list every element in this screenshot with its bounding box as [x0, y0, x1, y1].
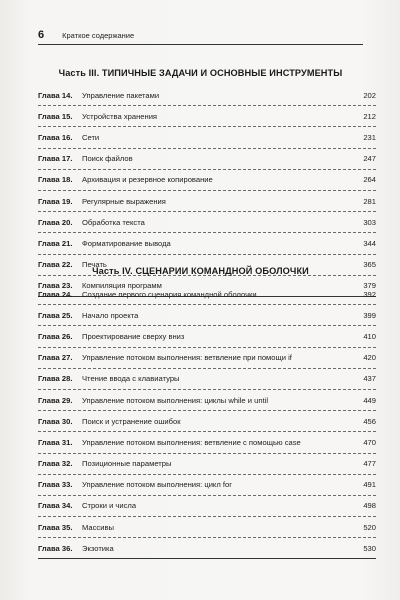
- running-head: [38, 29, 368, 45]
- toc-entry: [38, 191, 376, 212]
- chapter-label: Глава 20.: [38, 217, 73, 227]
- chapter-label: Глава 32.: [38, 459, 73, 469]
- toc-entry: [38, 411, 376, 432]
- chapter-label: Глава 36.: [38, 543, 73, 553]
- chapter-page: 344: [363, 238, 376, 248]
- toc-entry: [38, 106, 376, 127]
- part-3-heading: Часть III. ТИПИЧНЫЕ ЗАДАЧИ И ОСНОВНЫЕ ИНСТРУМЕНТЫ: [58, 68, 343, 78]
- part-4-heading: Часть IV. СЦЕНАРИИ КОМАНДНОЙ ОБОЛОЧКИ: [92, 266, 309, 276]
- chapter-page: 231: [363, 132, 376, 142]
- chapter-title: Управление потоком выполнения: ветвление с помощью case: [82, 437, 301, 447]
- chapter-page: 456: [363, 416, 376, 426]
- chapter-title: Компиляция программ: [82, 281, 162, 291]
- chapter-title: Начало проекта: [82, 310, 139, 320]
- chapter-label: Глава 27.: [38, 353, 73, 363]
- chapter-title: Поиск файлов: [82, 154, 133, 164]
- chapter-title: Экзотика: [82, 543, 114, 553]
- toc-entry: [38, 517, 376, 538]
- chapter-page: 420: [363, 353, 376, 363]
- toc-entry: [38, 475, 376, 496]
- toc-entry: [38, 432, 376, 453]
- chapter-title: Устройства хранения: [82, 111, 158, 121]
- chapter-label: Глава 14.: [38, 90, 73, 100]
- header-rule: [38, 44, 363, 45]
- chapter-label: Глава 29.: [38, 395, 73, 405]
- chapter-label: Глава 33.: [38, 480, 73, 490]
- chapter-page: 530: [363, 543, 376, 553]
- chapter-title: Создание первого сценария командной оболочки: [82, 289, 257, 299]
- chapter-page: 392: [363, 289, 376, 299]
- chapter-page: 281: [363, 196, 376, 206]
- chapter-title: Печать: [82, 260, 107, 270]
- toc-entry: [38, 85, 376, 106]
- toc-entry: [38, 369, 376, 390]
- toc-entry: [38, 348, 376, 369]
- chapter-label: Глава 24.: [38, 289, 73, 299]
- chapter-title: Сети: [82, 132, 100, 142]
- chapter-title: Обработка текста: [82, 217, 145, 227]
- toc-entry: [38, 284, 376, 305]
- chapter-label: Глава 18.: [38, 175, 73, 185]
- chapter-title: Управление потоком выполнения: ветвление при помощи if: [82, 353, 292, 363]
- chapter-page: 379: [363, 281, 376, 291]
- chapter-label: Глава 17.: [38, 154, 73, 164]
- chapter-title: Регулярные выражения: [82, 196, 166, 206]
- chapter-page: 202: [363, 90, 376, 100]
- chapter-title: Управление потоком выполнения: циклы while и until: [82, 395, 269, 405]
- chapter-page: 212: [363, 111, 376, 121]
- chapter-page: 264: [363, 175, 376, 185]
- toc-entry: [38, 496, 376, 517]
- chapter-label: Глава 30.: [38, 416, 73, 426]
- chapter-label: Глава 34.: [38, 501, 73, 511]
- chapter-label: Глава 31.: [38, 437, 73, 447]
- chapter-label: Глава 19.: [38, 196, 73, 206]
- chapter-label: Глава 26.: [38, 331, 73, 341]
- chapter-page: 491: [363, 480, 376, 490]
- chapter-page: 449: [363, 395, 376, 405]
- chapter-page: 470: [363, 437, 376, 447]
- chapter-label: Глава 23.: [38, 281, 73, 291]
- toc-entry: [38, 454, 376, 475]
- chapter-page: 477: [363, 459, 376, 469]
- chapter-title: Архивация и резервное копирование: [82, 175, 213, 185]
- chapter-title: Чтение ввода с клавиатуры: [82, 374, 180, 384]
- chapter-page: 520: [363, 522, 376, 532]
- chapter-title: Проектирование сверху вниз: [82, 331, 185, 341]
- toc-entry: [38, 538, 376, 559]
- chapter-title: Форматирование вывода: [82, 238, 171, 248]
- chapter-page: 498: [363, 501, 376, 511]
- toc-entry: [38, 212, 376, 233]
- chapter-title: Поиск и устранение ошибок: [82, 416, 181, 426]
- toc-entry: [38, 233, 376, 254]
- toc-entry: [38, 390, 376, 411]
- toc-part-4: [38, 284, 376, 559]
- toc-entry: [38, 127, 376, 148]
- chapter-title: Массивы: [82, 522, 114, 532]
- running-title: Краткое содержание: [62, 31, 135, 40]
- chapter-label: Глава 28.: [38, 374, 73, 384]
- chapter-title: Позиционные параметры: [82, 459, 172, 469]
- chapter-page: 399: [363, 310, 376, 320]
- chapter-label: Глава 25.: [38, 310, 73, 320]
- chapter-page: 303: [363, 217, 376, 227]
- chapter-label: Глава 35.: [38, 522, 73, 532]
- chapter-label: Глава 16.: [38, 132, 73, 142]
- toc-entry: [38, 305, 376, 326]
- chapter-title: Строки и числа: [82, 501, 137, 511]
- toc-entry: [38, 149, 376, 170]
- toc-entry: [38, 170, 376, 191]
- chapter-label: Глава 21.: [38, 238, 73, 248]
- chapter-page: 247: [363, 154, 376, 164]
- chapter-page: 365: [363, 260, 376, 270]
- toc-entry: [38, 326, 376, 347]
- chapter-label: Глава 22.: [38, 260, 73, 270]
- page-number: 6: [38, 29, 45, 41]
- chapter-title: Управление пакетами: [82, 90, 160, 100]
- chapter-title: Управление потоком выполнения: цикл for: [82, 480, 232, 490]
- chapter-page: 410: [363, 331, 376, 341]
- chapter-page: 437: [363, 374, 376, 384]
- chapter-label: Глава 15.: [38, 111, 73, 121]
